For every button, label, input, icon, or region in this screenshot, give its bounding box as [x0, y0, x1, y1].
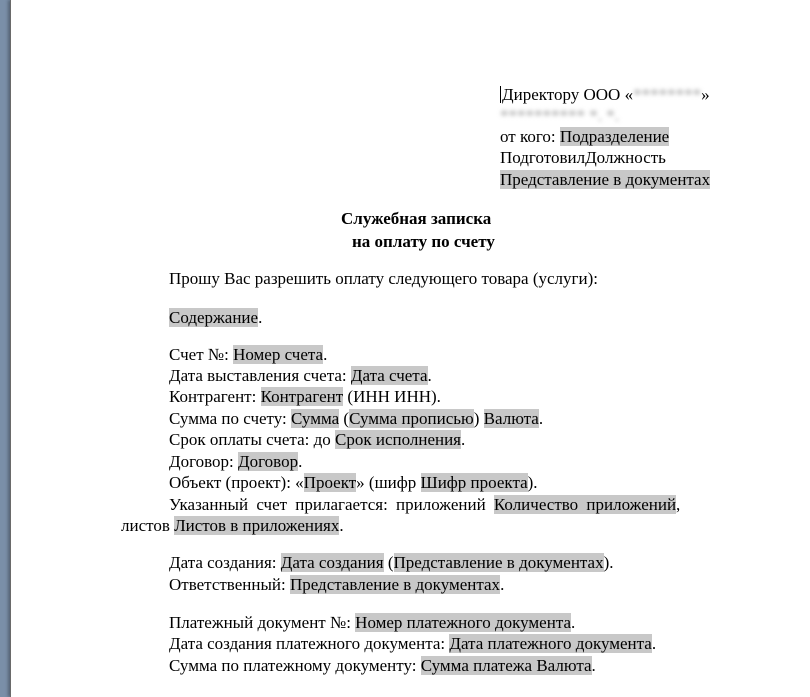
contract-line: Договор: Договор.: [169, 452, 303, 471]
field-project[interactable]: Проект: [303, 473, 357, 492]
paydoc-date-line: Дата создания платежного документа: Дата платежного документа.: [169, 634, 657, 653]
field-creation-date[interactable]: Дата создания: [280, 553, 384, 572]
contractor-line: Контрагент: Контрагент (ИНН ИНН).: [169, 387, 441, 406]
from-line: от кого: Подразделение: [500, 127, 670, 146]
field-payment-doc-number[interactable]: Номер платежного документа: [355, 613, 572, 632]
field-currency[interactable]: Валюта: [483, 409, 539, 428]
request-paragraph: Прошу Вас разрешить оплату следующего товара (услуги):: [169, 269, 598, 288]
field-creation-representation[interactable]: Представление в документах: [393, 553, 604, 572]
prepared-line: ПодготовилДолжность: [500, 148, 666, 167]
field-position[interactable]: Должность: [585, 148, 666, 167]
field-contract[interactable]: Договор: [238, 452, 299, 471]
field-responsible[interactable]: Представление в документах: [289, 575, 501, 594]
object-line: Объект (проект): «Проект» (шифр Шифр проекта).: [169, 473, 538, 492]
field-sheets-count[interactable]: Листов в приложениях: [174, 516, 340, 535]
field-attachment-count[interactable]: Количество приложений: [493, 495, 677, 514]
redacted-company: ********: [633, 85, 702, 104]
field-invoice-date[interactable]: Дата счета: [350, 366, 428, 385]
field-payment-doc-date[interactable]: Дата платежного документа: [449, 634, 652, 653]
created-line: Дата создания: Дата создания (Представление в документах).: [169, 553, 614, 572]
field-contractor[interactable]: Контрагент: [260, 387, 344, 406]
attached-line: Указанный счет прилагается: приложений Количество приложений,: [169, 495, 681, 514]
field-amount-words[interactable]: Сумма прописью: [349, 409, 474, 428]
field-content[interactable]: Содержание: [169, 308, 259, 327]
field-invoice-number[interactable]: Номер счета: [233, 345, 324, 364]
field-amount[interactable]: Сумма: [291, 409, 340, 428]
field-representation[interactable]: Представление в документах: [500, 170, 711, 189]
addressee-line: Директору ООО «********»: [502, 85, 710, 104]
field-payment-currency[interactable]: Валюта: [536, 656, 592, 675]
due-line: Срок оплаты счета: до Срок исполнения.: [169, 430, 466, 449]
paydoc-line: Платежный документ №: Номер платежного документа.: [169, 613, 576, 632]
doc-subtitle: на оплату по счету: [352, 232, 495, 251]
invoice-line: Счет №: Номер счета.: [169, 345, 328, 364]
content-line: Содержание.: [169, 308, 263, 327]
doc-title: Служебная записка: [341, 209, 492, 228]
responsible-line: Ответственный: Представление в документах.: [169, 575, 505, 594]
field-payment-amount[interactable]: Сумма платежа: [420, 656, 533, 675]
document-page[interactable]: [10, 0, 810, 697]
field-project-code[interactable]: Шифр проекта: [420, 473, 528, 492]
representation-line: [500, 169, 710, 190]
field-due-date[interactable]: Срок исполнения: [335, 430, 462, 449]
redacted-director-name: ********** *. *.: [500, 106, 619, 125]
issue-date-line: Дата выставления счета: Дата счета.: [169, 366, 432, 385]
text-cursor: [500, 86, 501, 103]
amount-line: Сумма по счету: Сумма (Сумма прописью) Валюта.: [169, 409, 544, 428]
field-subdivision[interactable]: Подразделение: [559, 127, 670, 146]
sheets-line: листов Листов в приложениях.: [121, 516, 344, 535]
paydoc-sum-line: Сумма по платежному документу: Сумма платежа Валюта.: [169, 656, 596, 675]
